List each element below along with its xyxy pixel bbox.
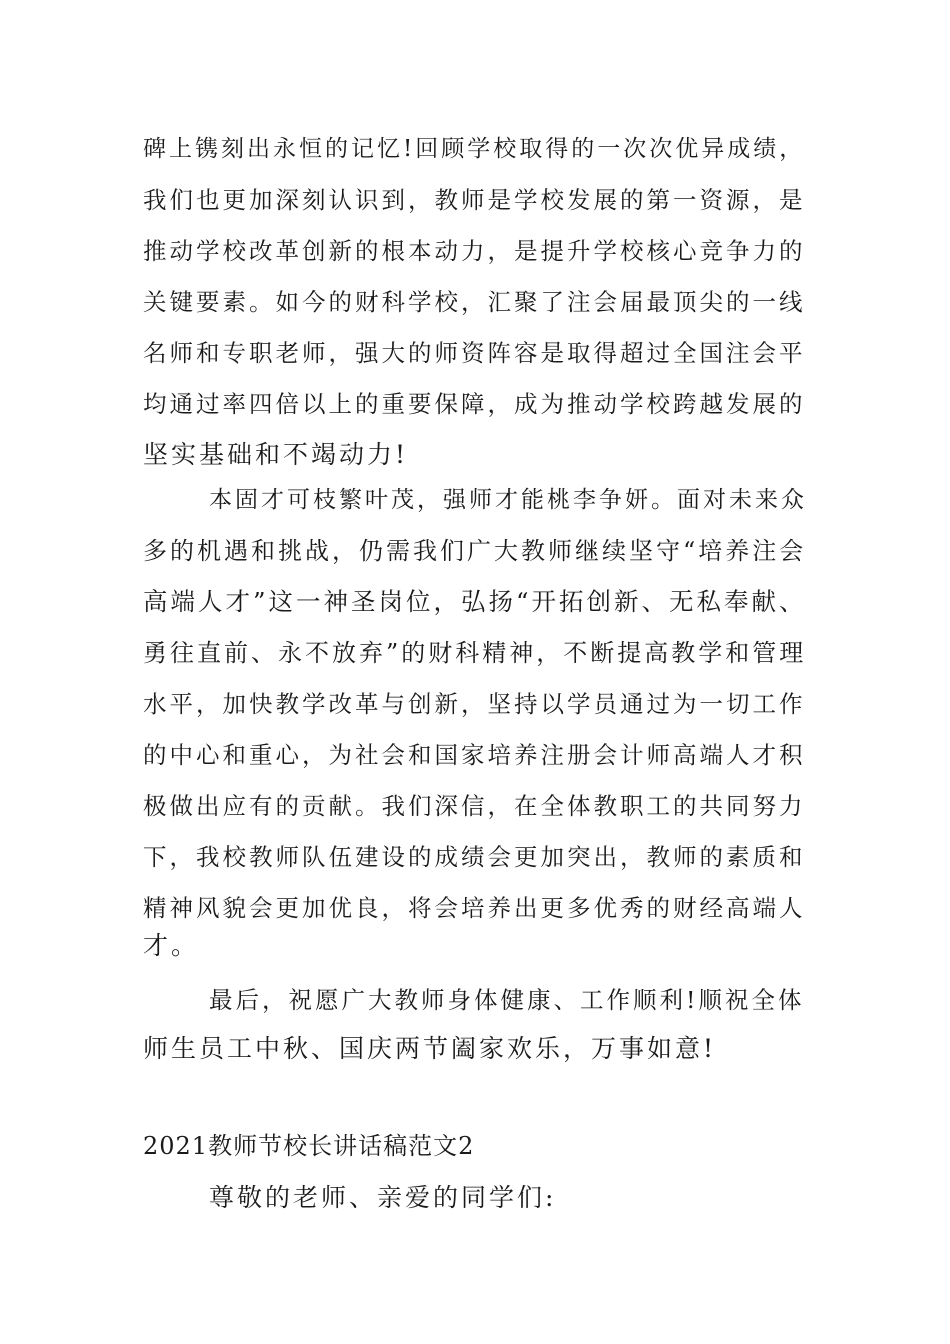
- paragraph-line: 坚实基础和不竭动力!: [143, 440, 409, 469]
- paragraph-line: 关键要素。如今的财科学校，汇聚了注会届最顶尖的一线: [143, 288, 806, 316]
- paragraph-line: 的中心和重心，为社会和国家培养注册会计师高端人才积: [143, 741, 806, 769]
- paragraph-line: 我们也更加深刻认识到，教师是学校发展的第一资源，是: [143, 186, 806, 214]
- paragraph-line: 才。: [143, 931, 200, 960]
- paragraph-line: 高端人才”这一神圣岗位，弘扬“开拓创新、无私奉献、: [143, 587, 807, 616]
- greeting-line: 尊敬的老师、亲爱的同学们:: [209, 1183, 557, 1212]
- paragraph-line: 碑上镌刻出永恒的记忆!回顾学校取得的一次次优异成绩，: [143, 136, 806, 162]
- paragraph-line: 最后，祝愿广大教师身体健康、工作顺利!顺祝全体: [209, 986, 805, 1014]
- paragraph-line: 名师和专职老师，强大的师资阵容是取得超过全国注会平: [143, 339, 806, 367]
- paragraph-line: 水平，加快教学改革与创新，坚持以学员通过为一切工作: [143, 690, 806, 718]
- paragraph-line: 均通过率四倍以上的重要保障，成为推动学校跨越发展的: [143, 390, 806, 418]
- paragraph-line: 多的机遇和挑战，仍需我们广大教师继续坚守“培养注会: [143, 537, 807, 565]
- section-heading: 2021教师节校长讲话稿范文2: [143, 1132, 475, 1160]
- paragraph-line: 勇往直前、永不放弃”的财科精神，不断提高教学和管理: [143, 639, 807, 667]
- paragraph-line: 推动学校改革创新的根本动力，是提升学校核心竞争力的: [143, 237, 806, 265]
- paragraph-line: 极做出应有的贡献。我们深信，在全体教职工的共同努力: [143, 792, 806, 820]
- paragraph-line: 师生员工中秋、国庆两节阖家欢乐，万事如意!: [143, 1034, 717, 1063]
- paragraph-line: 精神风貌会更加优良，将会培养出更多优秀的财经高端人: [143, 894, 806, 922]
- paragraph-line: 本固才可枝繁叶茂，强师才能桃李争妍。面对未来众: [209, 487, 807, 513]
- paragraph-line: 下，我校教师队伍建设的成绩会更加突出，教师的素质和: [143, 843, 806, 871]
